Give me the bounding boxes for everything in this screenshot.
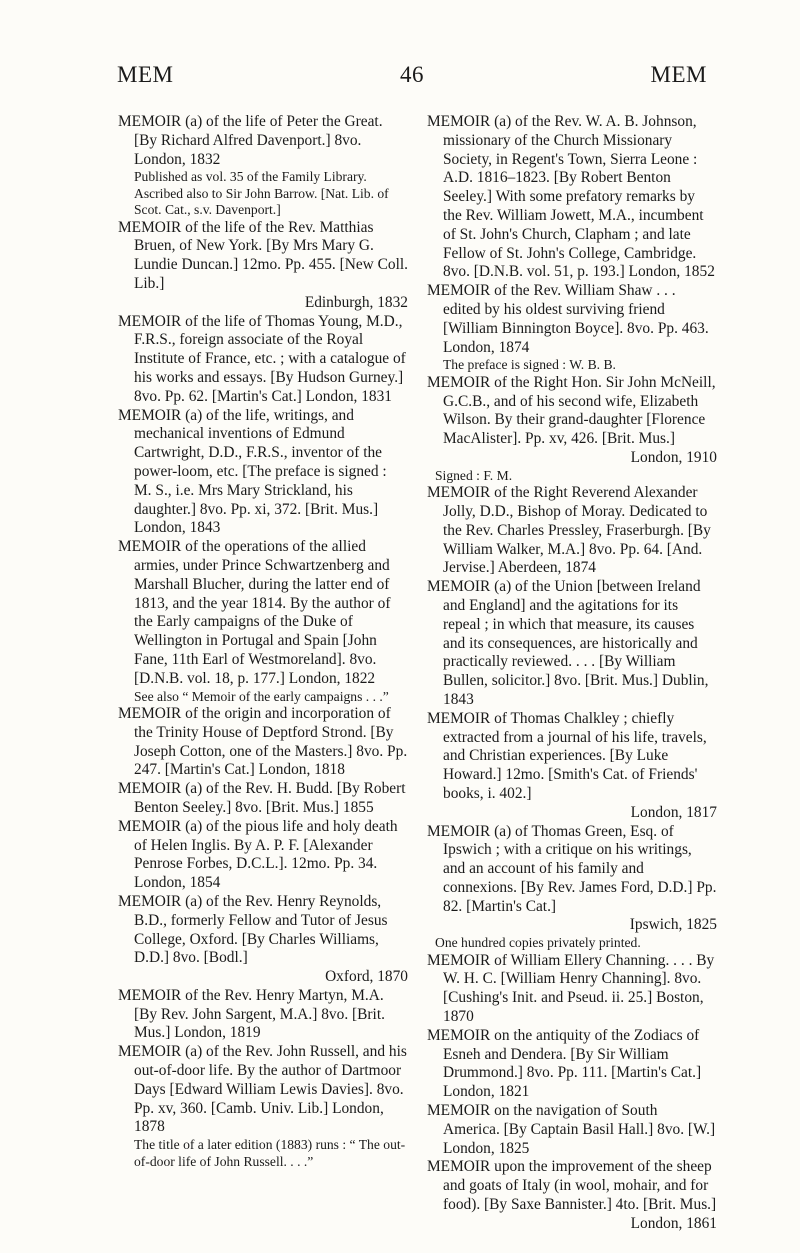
imprint-place-date: London, 1817: [630, 803, 717, 821]
entry-note: [118, 186, 408, 219]
entry-note: [118, 169, 408, 185]
bibliography-entry: [118, 818, 408, 893]
imprint-place-date: London, 1861: [630, 1214, 717, 1232]
entry-text: MEMOIR of the Rev. Henry Martyn, M.A. [By Rev. John Sargent, M.A.] 8vo. [Brit. Mus.] London, 1819: [118, 986, 385, 1042]
entry-text: MEMOIR of Thomas Chalkley ; chiefly extracted from a journal of his life, travels, and Christian experiences. [By Luke Howard.] 12mo. [Smith's Cat. of Friends' books, i. 402.]: [427, 709, 707, 802]
entry-text: MEMOIR of the life of the Rev. Matthias Bruen, of New York. [By Mrs Mary G. Lundie Duncan.] 12mo. Pp. 455. [New Coll. Lib.]: [118, 218, 409, 292]
bibliography-entry: [118, 780, 408, 818]
right-column: [427, 113, 717, 1234]
bibliography-entry: [118, 113, 408, 169]
bibliography-entry: [427, 952, 717, 1027]
entry-text: See also “ Memoir of the early campaigns . . .”: [134, 688, 389, 704]
bibliography-entry: [118, 893, 408, 987]
bibliography-entry: [118, 313, 408, 407]
entry-text: Ascribed also to Sir John Barrow. [Nat. Lib. of Scot. Cat., s.v. Davenport.]: [134, 185, 389, 218]
imprint-place-date: Ipswich, 1825: [629, 916, 717, 934]
imprint-place-date: Edinburgh, 1832: [304, 293, 408, 311]
bibliography-entry: [427, 1158, 717, 1233]
entry-text: MEMOIR of the life of Thomas Young, M.D., F.R.S., foreign associate of the Royal Institute of France, etc. ; with a catalogue of his works and essays. [By Hudson Gurney.] 8vo. Pp. 62. [Martin's Cat.] London, 1831: [118, 312, 406, 405]
entry-note: [427, 357, 717, 373]
entry-text: MEMOIR on the navigation of South America. [By Captain Basil Hall.] 8vo. [W.] London, 1825: [427, 1102, 716, 1157]
entry-text: MEMOIR (a) of the life of Peter the Great. [By Richard Alfred Davenport.] 8vo. London, 1832: [118, 113, 383, 168]
entry-text: MEMOIR (a) of the Rev. W. A. B. Johnson, missionary of the Church Missionary Society, in Regent's Town, Sierra Leone : A.D. 1816–1823. [By Robert Benton Seeley.] With some prefatory remarks by the Rev. William Jowett, M.A., incumbent of St. John's Church, Clapham ; and late Fellow of St. John's College, Cambridge. 8vo. [D.N.B. vol. 51, p. 193.] London, 1852: [427, 113, 715, 281]
bibliography-entry: [427, 1102, 717, 1158]
bibliography-entry: [118, 219, 408, 313]
header-right-guide-word: MEM: [650, 62, 707, 87]
bibliography-entry: [118, 538, 408, 688]
entry-text: MEMOIR of William Ellery Channing. . . . By W. H. C. [William Henry Channing]. 8vo. [Cushing's Init. and Pseud. ii. 25.] Boston, 1870: [427, 951, 715, 1026]
bibliography-entry: [427, 1027, 717, 1102]
entry-text: MEMOIR (a) of the pious life and holy death of Helen Inglis. By A. P. F. [Alexander Penrose Forbes, D.C.L.]. 12mo. Pp. 34. London, 1854: [118, 817, 398, 892]
page-number: 46: [400, 62, 424, 87]
bibliography-entry: [427, 823, 717, 936]
entry-text: MEMOIR of the Right Hon. Sir John McNeill, G.C.B., and of his second wife, Elizabeth Wilson. By their grand-daughter [Florence MacAlister]. Pp. xv, 426. [Brit. Mus.]: [427, 373, 716, 448]
entry-note: [118, 1137, 408, 1170]
bibliography-entry: [427, 484, 717, 578]
entry-text: Published as vol. 35 of the Family Library.: [134, 169, 367, 185]
entry-text: MEMOIR (a) of the Rev. Henry Reynolds, B.D., formerly Fellow and Tutor of Jesus College, Oxford. [By Charles Williams, D.D.] 8vo. [Bodl.]: [118, 892, 388, 967]
imprint-place-date: London, 1910: [630, 448, 717, 466]
entry-text: Signed : F. M.: [435, 467, 513, 483]
bibliography-entry: [427, 710, 717, 823]
entry-text: MEMOIR (a) of the Rev. H. Budd. [By Robert Benton Seeley.] 8vo. [Brit. Mus.] 1855: [118, 780, 406, 816]
entry-text: The title of a later edition (1883) runs : “ The out-of-door life of John Russell. . . .”: [134, 1137, 406, 1169]
running-header: [117, 62, 707, 92]
entry-note: [118, 689, 408, 705]
entry-text: MEMOIR upon the improvement of the sheep and goats of Italy (in wool, mohair, and for food). [By Saxe Bannister.] 4to. [Brit. Mus.]: [427, 1158, 717, 1214]
bibliography-entry: [118, 407, 408, 539]
header-left-guide-word: MEM: [117, 62, 174, 87]
entry-text: MEMOIR of the operations of the allied armies, under Prince Schwartzenberg and Marshall Blucher, during the latter end of 1813, and the year 1814. By the author of the Early campaigns of the Duke of Wellington in Portugal and Spain [John Fane, 11th Earl of Westmoreland]. 8vo. [D.N.B. vol. 18, p. 177.] London, 1822: [118, 538, 391, 687]
bibliography-entry: [118, 1043, 408, 1137]
entry-text: MEMOIR (a) of the Rev. John Russell, and his out-of-door life. By the author of Dartmoor Days [Edward William Lewis Davies]. 8vo. Pp. xv, 360. [Camb. Univ. Lib.] London, 1878: [118, 1043, 407, 1136]
entry-text: One hundred copies privately printed.: [435, 935, 641, 951]
left-column: [118, 113, 408, 1170]
entry-text: MEMOIR of the Right Reverend Alexander Jolly, D.D., Bishop of Moray. Dedicated to the Rev. Charles Pressley, Fraserburgh. [By William Walker, M.A.] 8vo. Pp. 64. [And. Jervise.] Aberdeen, 1874: [427, 484, 711, 577]
bibliography-entry: [118, 705, 408, 780]
entry-text: MEMOIR (a) of the Union [between Ireland and England] and the agitations for its repeal ; in which that measure, its causes and its consequences, are historically and practically reviewed. . . . [By William Bullen, solicitor.] 8vo. [Brit. Mus.] Dublin, 1843: [427, 578, 709, 708]
entry-note: [427, 935, 717, 951]
imprint-place-date: Oxford, 1870: [325, 968, 408, 986]
entry-text: MEMOIR of the Rev. William Shaw . . . edited by his oldest surviving friend [William Binnington Boyce]. 8vo. Pp. 463. London, 1874: [427, 282, 709, 356]
bibliography-entry: [118, 987, 408, 1043]
bibliography-entry: [427, 113, 717, 282]
entry-text: MEMOIR on the antiquity of the Zodiacs of Esneh and Dendera. [By Sir William Drummond.] 8vo. Pp. 111. [Martin's Cat.] London, 1821: [427, 1026, 702, 1101]
entry-text: MEMOIR (a) of the life, writings, and mechanical inventions of Edmund Cartwright, D.D., F.R.S., inventor of the power-loom, etc. [The preface is signed : M. S., i.e. Mrs Mary Strickland, his daughter.] 8vo. Pp. xi, 372. [Brit. Mus.] London, 1843: [118, 406, 387, 537]
bibliography-entry: [427, 578, 717, 710]
bibliography-entry: [427, 282, 717, 357]
bibliography-entry: [427, 374, 717, 468]
entry-text: MEMOIR (a) of Thomas Green, Esq. of Ipswich ; with a critique on his writings, and an account of his family and connexions. [By Rev. James Ford, D.D.] Pp. 82. [Martin's Cat.]: [427, 822, 717, 915]
entry-text: MEMOIR of the origin and incorporation of the Trinity House of Deptford Strond. [By Joseph Cotton, one of the Masters.] 8vo. Pp. 247. [Martin's Cat.] London, 1818: [118, 704, 408, 779]
entry-text: The preface is signed : W. B. B.: [443, 357, 616, 373]
entry-note: [427, 468, 717, 484]
